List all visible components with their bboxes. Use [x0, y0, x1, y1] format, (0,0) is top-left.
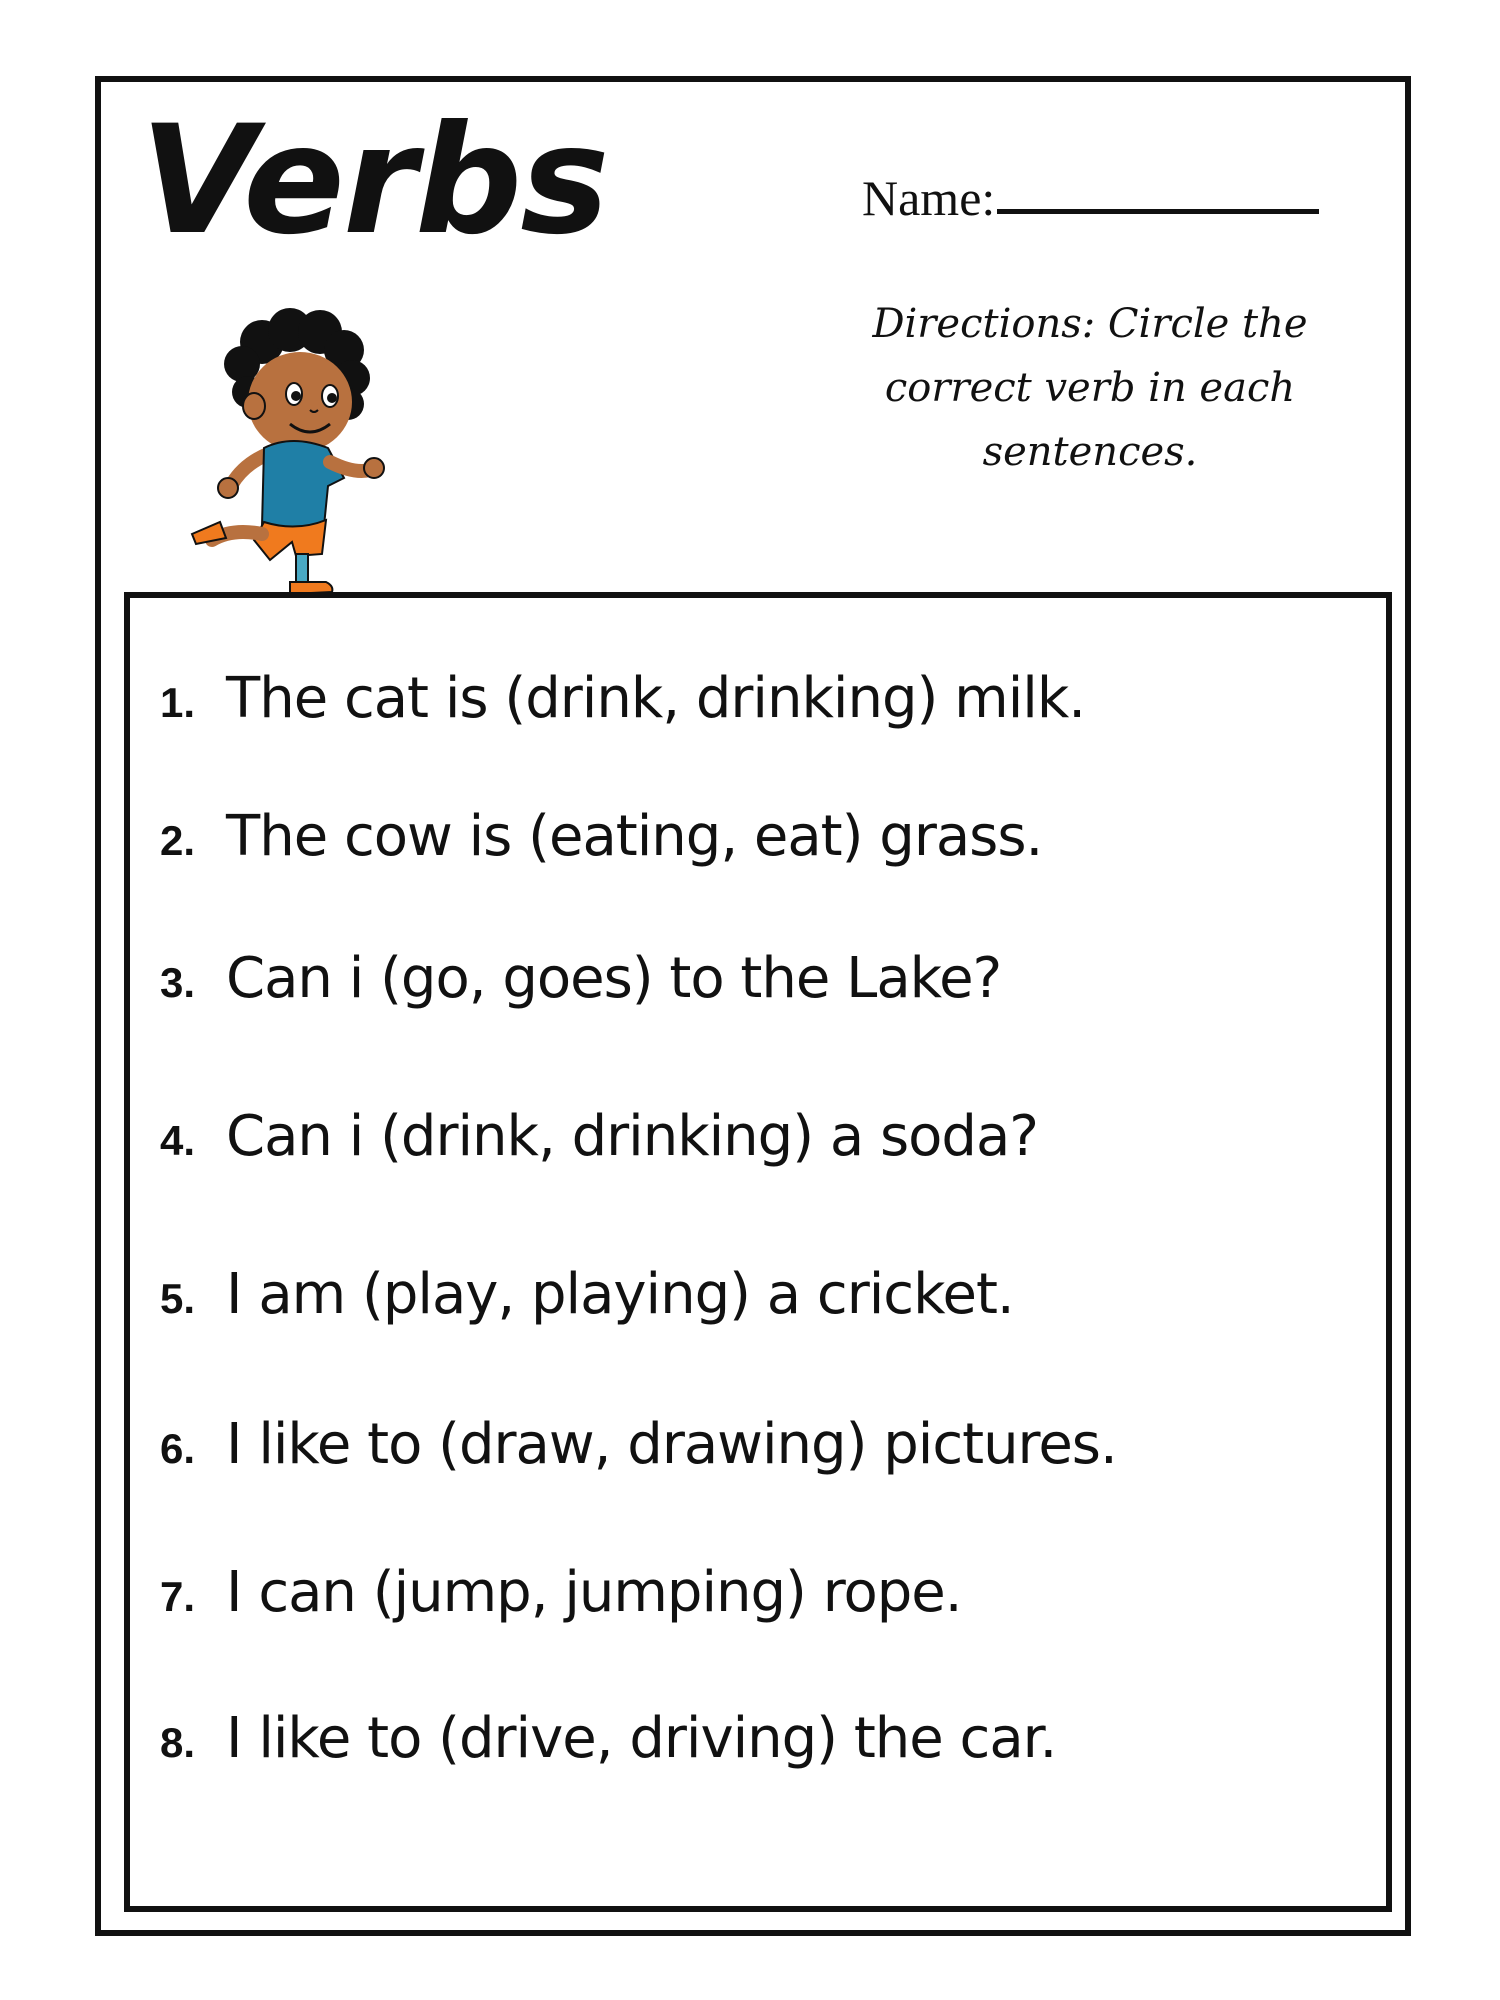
- question-item: [160, 946, 1001, 1011]
- name-field: [862, 170, 1319, 226]
- question-item: [160, 1104, 1038, 1169]
- question-text: The cow is (eating, eat) grass.: [226, 804, 1043, 869]
- question-number: 4.: [160, 1117, 196, 1164]
- question-number: 6.: [160, 1425, 196, 1472]
- question-number: 8.: [160, 1719, 196, 1766]
- prosthetic-leg: [296, 554, 308, 584]
- shirt: [262, 441, 344, 531]
- name-blank-line: [997, 209, 1319, 214]
- question-number: 5.: [160, 1275, 196, 1322]
- question-number: 1.: [160, 679, 196, 726]
- question-text: I like to (draw, drawing) pictures.: [226, 1412, 1117, 1477]
- question-text: I like to (drive, driving) the car.: [226, 1706, 1057, 1771]
- question-text: The cat is (drink, drinking) milk.: [226, 666, 1086, 731]
- question-text: I am (play, playing) a cricket.: [226, 1262, 1014, 1327]
- question-text: I can (jump, jumping) rope.: [226, 1560, 962, 1625]
- question-number: 2.: [160, 817, 196, 864]
- question-number: 7.: [160, 1573, 196, 1620]
- question-item: [160, 666, 1085, 731]
- question-number: 3.: [160, 959, 196, 1006]
- question-text: Can i (drink, drinking) a soda?: [226, 1104, 1039, 1169]
- question-item: [160, 804, 1042, 869]
- question-item: [160, 1706, 1056, 1771]
- question-item: [160, 1412, 1117, 1477]
- name-label: Name:: [862, 170, 996, 226]
- question-item: [160, 1560, 962, 1625]
- question-text: Can i (go, goes) to the Lake?: [226, 946, 1002, 1011]
- ear: [243, 393, 265, 419]
- question-item: [160, 1262, 1014, 1327]
- directions-text: Directions: Circle the correct verb in each sentences.: [872, 301, 1308, 475]
- worksheet-title: Verbs: [140, 94, 608, 268]
- running-boy-illustration: [172, 302, 392, 602]
